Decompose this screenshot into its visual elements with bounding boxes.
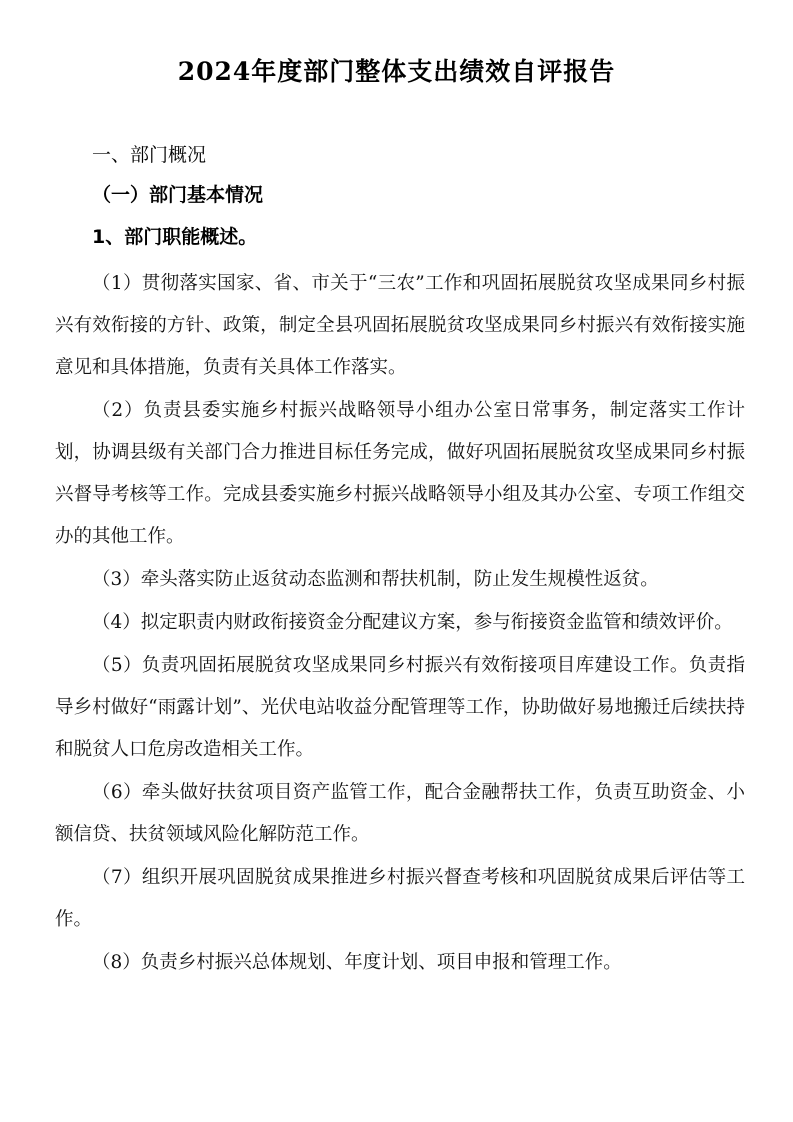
body-text <box>55 263 745 985</box>
paragraph-8: （8）负责乡村振兴总体规划、年度计划、项目申报和管理工作。 <box>92 952 622 973</box>
paragraph-1: （1）贯彻落实国家、省、市关于“三农”工作和巩固拓展脱贫攻坚成果同乡村振兴有效衔接的方针、政策，制定全县巩固拓展脱贫攻坚成果同乡村振兴有效衔接实施意见和具体措施，负责有关具体工作落实。 <box>55 273 745 378</box>
paragraph-4: （4）拟定职责内财政衔接资金分配建议方案，参与衔接资金监管和绩效评价。 <box>92 612 733 633</box>
paragraph-5: （5）负责巩固拓展脱贫攻坚成果同乡村振兴有效衔接项目库建设工作。负责指导乡村做好“雨露计划”、光伏电站收益分配管理等工作，协助做好易地搬迁后续扶持和脱贫人口危房改造相关工作。 <box>55 655 745 760</box>
item-heading-functions: 1、部门职能概述。 <box>92 226 258 248</box>
paragraph-7: （7）组织开展巩固脱贫成果推进乡村振兴督查考核和巩固脱贫成果后评估等工作。 <box>55 867 745 930</box>
paragraph-3: （3）牵头落实防止返贫动态监测和帮扶机制，防止发生规模性返贫。 <box>92 569 659 590</box>
section-heading-department-overview: 一、部门概况 <box>92 144 207 166</box>
paragraph-2: （2）负责县委实施乡村振兴战略领导小组办公室日常事务，制定落实工作计划，协调县级有关部门合力推进目标任务完成，做好巩固拓展脱贫攻坚成果同乡村振兴督导考核等工作。完成县委实施乡村振兴战略领导小组及其办公室、专项工作组交办的其他工作。 <box>55 400 745 547</box>
paragraph-6: （6）牵头做好扶贫项目资产监管工作，配合金融帮扶工作，负责互助资金、小额信贷、扶贫领域风险化解防范工作。 <box>55 782 745 845</box>
report-title: 2024年度部门整体支出绩效自评报告 <box>177 57 616 86</box>
subsection-heading-basic-info: （一）部门基本情况 <box>92 184 264 206</box>
